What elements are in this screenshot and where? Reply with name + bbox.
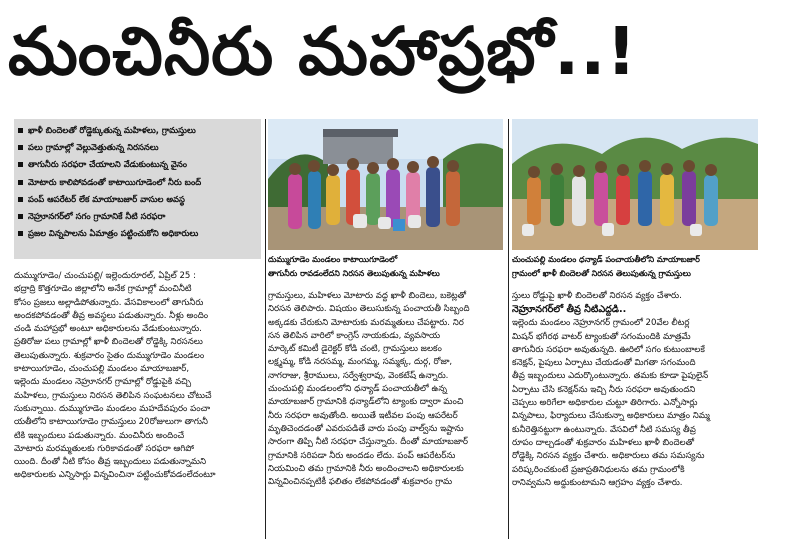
paragraph-line: నిరసన తెలిపారు. విషయం తెలుసుకున్న పంచాయతీ సిబ్బంది bbox=[268, 304, 470, 315]
article-column-3 bbox=[512, 290, 760, 490]
paragraph-line: మార్కెట్‌ కమిటీ డైరెక్టర్‌ కోడి చంటి, గ్రామస్తులు జలకం bbox=[268, 344, 442, 355]
bullet-square-icon bbox=[18, 180, 23, 185]
highlight-text: పలు గ్రామాల్లో వెల్లువెత్తుతున్న నిరసనలు bbox=[28, 142, 159, 153]
paragraph-line: ఏర్పాటు చేసి కనెక్షన్‌ను ఇచ్చి నీరు సరఫరా అవుతుందని bbox=[512, 384, 696, 395]
caption-line: చుంచుపల్లి మండలం ధన్యాడ్ పంచాయతీలోని మాయాబజార్ bbox=[512, 255, 700, 264]
paragraph-line: గ్రామానికి సరిపడా నీరు అందడం లేదు. పంప్‌ ఆపరేటర్‌ను bbox=[268, 450, 456, 461]
photo1-caption bbox=[268, 253, 508, 281]
paragraph-line: స్తులు రోడ్డుపై ఖాళీ బిందెలతో నిరసన వ్యక్తం చేశారు. bbox=[512, 291, 682, 301]
highlight-item bbox=[18, 191, 257, 208]
paragraph-line: భద్రాద్రి కొత్తగూడెం జిల్లాలోని అనేక గ్రామాల్లో మంచినీటి bbox=[14, 284, 192, 295]
highlight-text: నెహ్రూనగర్‌లో సగం గ్రామానికే నీటి సరఫరా bbox=[28, 211, 166, 222]
highlight-text: తాగునీరు సరఫరా చేయాలని వేడుకుంటున్న వైనం bbox=[28, 159, 188, 170]
article-column-1 bbox=[14, 270, 261, 483]
paragraph-line: సుకున్నాయి. దుమ్ముగూడెం మండలం మహదేవపురం పంచా bbox=[14, 403, 211, 414]
paragraph-line: చుంచుపల్లి మండలంలోని ధన్యాడ్‌ పంచాయతీలో ఉన్న bbox=[268, 384, 447, 395]
paragraph-line: తాగునీరు సరఫరా అవుతున్నది. ఊరిలో సగం కుటుంబాలకే bbox=[512, 344, 705, 355]
paragraph-line: సన తెలిపిన వారిలో కాంగ్రెస్‌ నాయకుడు, వ్యవసాయ bbox=[268, 330, 441, 341]
highlight-item bbox=[18, 156, 257, 173]
paragraph-line: పరిష్కరించకుంటే ప్రజాప్రతినిధులను తమ గ్రామంలోకి bbox=[512, 464, 685, 475]
paragraph-line: మహిళలు, గ్రామస్తులు నిరసన తెలిపిన సంఘటనలు చోటుచే bbox=[14, 390, 212, 401]
paragraph-line: ఇల్లెందు మండలం నెహ్రూనగర్‌ గ్రామంలో 20వేల లీటర్ల bbox=[512, 318, 690, 329]
highlight-text: మోటారు కాలిపోవడంతో కాటాయిగూడెంలో నీరు బంద్ bbox=[28, 176, 202, 187]
caption-line: దుమ్ముగూడెం మండలం కాటాయిగూడెంలో bbox=[268, 255, 398, 264]
paragraph-line: మాయాబజార్‌ గ్రామానికి ధన్యాడ్‌లోని ట్యాంకు ద్వారా మంచి bbox=[268, 397, 464, 408]
paragraph-line: దుమ్ముగూడెం/ చుంచుపల్లి/ ఇల్లెందురూరల్‌, ఏప్రిల్‌ 25 : bbox=[14, 271, 197, 281]
paragraph-line: కాటాయిగూడెం, చుంచుపల్లి మండలం మాయాబజార్‌, bbox=[14, 364, 190, 375]
paragraph-line: రానివ్వమని అద్దుకుంటామని ఆగ్రహం వ్యక్తం చేశారు. bbox=[512, 477, 683, 488]
paragraph-line: ప్రతిరోజు పలు గ్రామాల్లో ఖాళీ బిందెలతో రోడ్డెక్కి నిరసనలు bbox=[14, 337, 203, 348]
caption-line: గ్రామంలో ఖాళీ బిందెలతో నిరసన తెలుపుతున్న గ్రామస్తులు bbox=[512, 269, 691, 278]
headline: మంచినీరు మహాప్రభో..! bbox=[8, 13, 638, 90]
article-column-2 bbox=[268, 290, 504, 489]
paragraph-line: కనెక్షన్‌, పైపులు ఏర్పాటు చేయడంతో మిగతా సగంమంది bbox=[512, 358, 696, 369]
paragraph-line: విన్నపాలు, ఫిర్యాదులు చేసుకున్నా అధికారులు మాత్రం నిమ్మ bbox=[512, 411, 710, 422]
paragraph-line: అందకపోవడంతో తీవ్ర అవస్థలు పడుతున్నారు. నీళ్లు అందిం bbox=[14, 310, 209, 321]
highlight-text: ప్రజల విన్నపాలను ఏమాత్రం పట్టించుకోని అధికారులు bbox=[28, 228, 199, 239]
column-divider bbox=[508, 119, 509, 539]
bullet-square-icon bbox=[18, 145, 23, 150]
paragraph-line: చండి మహాప్రభో అంటూ అధికారులను వేడుకుంటున్నారు. bbox=[14, 324, 202, 335]
paragraph-line: విన్నవించినప్పటికీ ఫలితం లేకపోవడంతో శుక్రవారం గ్రామ bbox=[268, 477, 453, 488]
paragraph-line: కోసం ప్రజలు అల్లాడిపోతున్నారు. వేసవికాలంలో తాగునీరు bbox=[14, 297, 204, 308]
highlights-list bbox=[18, 122, 257, 242]
highlight-item bbox=[18, 139, 257, 156]
paragraph-line: అధికారులకు ఎన్నిసార్లు విన్నవించినా పట్టించుకోవడంలేదంటూ bbox=[14, 470, 216, 481]
photo2-caption bbox=[512, 253, 762, 281]
paragraph-line: మోటారు మరమ్మతులకు గురికావడంతో సరఫరా ఆగిపో bbox=[14, 443, 195, 454]
paragraph-line: రూపం దాల్చడంతో శుక్రవారం మహిళలు ఖాళీ బిందెలతో bbox=[512, 437, 695, 448]
subheading: నెహ్రూనగర్‌లో తీవ్ర నీటిఎద్దడి.. bbox=[512, 304, 627, 316]
paragraph-line: అక్కడకు చేరుకుని మోటారుకు మరమ్మతులు చేపట్టారు. నిర bbox=[268, 317, 464, 328]
paragraph-line: తెలుపుతున్నారు. శుక్రవారం సైతం దుమ్ముగూడెం మండలం bbox=[14, 350, 205, 361]
highlight-item bbox=[18, 225, 257, 242]
protest-photo-villagers bbox=[512, 119, 758, 250]
paragraph-line: తీవ్ర ఇబ్బందులు ఎదుర్కొంటున్నారు. తమకు కూడా పైపులైన్‌ bbox=[512, 371, 709, 382]
highlight-text: ఖాళీ బిందెలతో రోడ్డెక్కుతున్న మహిళలు, గ్రామస్తులు bbox=[28, 125, 196, 135]
column-divider bbox=[265, 119, 266, 539]
paragraph-line: ఇల్లెందు మండలం నెహ్రూనగర్‌ గ్రామాల్లో రోడ్డుపైకి వచ్చి bbox=[14, 377, 192, 388]
paragraph-line: నీరు సరఫరా అవుతోంది. అయితే ఇటీవల పంపు ఆపరేటర్‌ bbox=[268, 410, 458, 421]
bullet-square-icon bbox=[18, 197, 23, 202]
paragraph-line: యతీలోని కాటాయిగూడెం గ్రామస్తులు 20రోజులుగా తాగునీ bbox=[14, 417, 208, 428]
paragraph-line: కునీరెత్తినట్టుగా ఉంటున్నారు. వేసవిలో నీటి సమస్య తీవ్ర bbox=[512, 424, 696, 435]
paragraph-line: నియమించి తమ గ్రామానికి నీరు అందించాలని అధికారులకు bbox=[268, 463, 464, 474]
paragraph-line: మృతిచెందడంతో ఎవరుపడితే వారు పంపు వాల్వ్‌ను ఇష్టాను bbox=[268, 423, 464, 434]
bullet-square-icon bbox=[18, 128, 23, 133]
paragraph-line: నాగరాజు, శ్రీరాములు, సర్వేశ్వరావు, వెంకటేష్‌ ఉన్నారు. bbox=[268, 370, 449, 381]
highlights-box bbox=[14, 119, 261, 259]
paragraph-line: రోడ్డెక్కి నిరసన వ్యక్తం చేశారు. అధికారులు తమ సమస్యను bbox=[512, 451, 705, 462]
paragraph-line: సారంగా తిప్పి నీటి సరఫరా చేస్తున్నారు. దీంతో మాయాబజార్‌ bbox=[268, 437, 468, 448]
highlight-item bbox=[18, 174, 257, 191]
highlight-item bbox=[18, 208, 257, 225]
paragraph-line: టికి ఇబ్బందులు పడుతున్నారు. మంచినీరు అందించే bbox=[14, 430, 185, 441]
bullet-square-icon bbox=[18, 231, 23, 236]
paragraph-line: మిషన్‌ భగీరథ వాటర్‌ ట్యాంకుతో సగంమందికి మాత్రమే bbox=[512, 331, 691, 342]
caption-line: తాగునీరు రావడంలేదని నిరసన తెలుపుతున్న మహిళలు bbox=[268, 269, 440, 278]
paragraph-line: గ్రామస్తులు, మహిళలు మోటారు వద్ద ఖాళీ బిందెలు, బకెట్లతో bbox=[268, 291, 467, 301]
paragraph-line: లక్ష్మమ్మ, కోడి నరసమ్మ, మంగమ్మ, సమ్మక్క, దుర్గ, రోజా, bbox=[268, 357, 453, 368]
bullet-square-icon bbox=[18, 162, 23, 167]
paragraph-line: చెప్పలు అరిగేలా అధికారుల చుట్టూ తిరిగారు. ఎన్నోసార్లు bbox=[512, 398, 698, 409]
bullet-square-icon bbox=[18, 214, 23, 219]
paragraph-line: యింది. దీంతో నీటి కోసం తీవ్ర ఇబ్బందులు పడుతున్నామని bbox=[14, 457, 207, 468]
protest-photo-women bbox=[268, 119, 503, 250]
highlight-text: పంప్ ఆపరేటర్ లేక మాయాబజార్ వాసుల అవస్థ bbox=[28, 193, 185, 204]
highlight-item bbox=[18, 122, 257, 139]
